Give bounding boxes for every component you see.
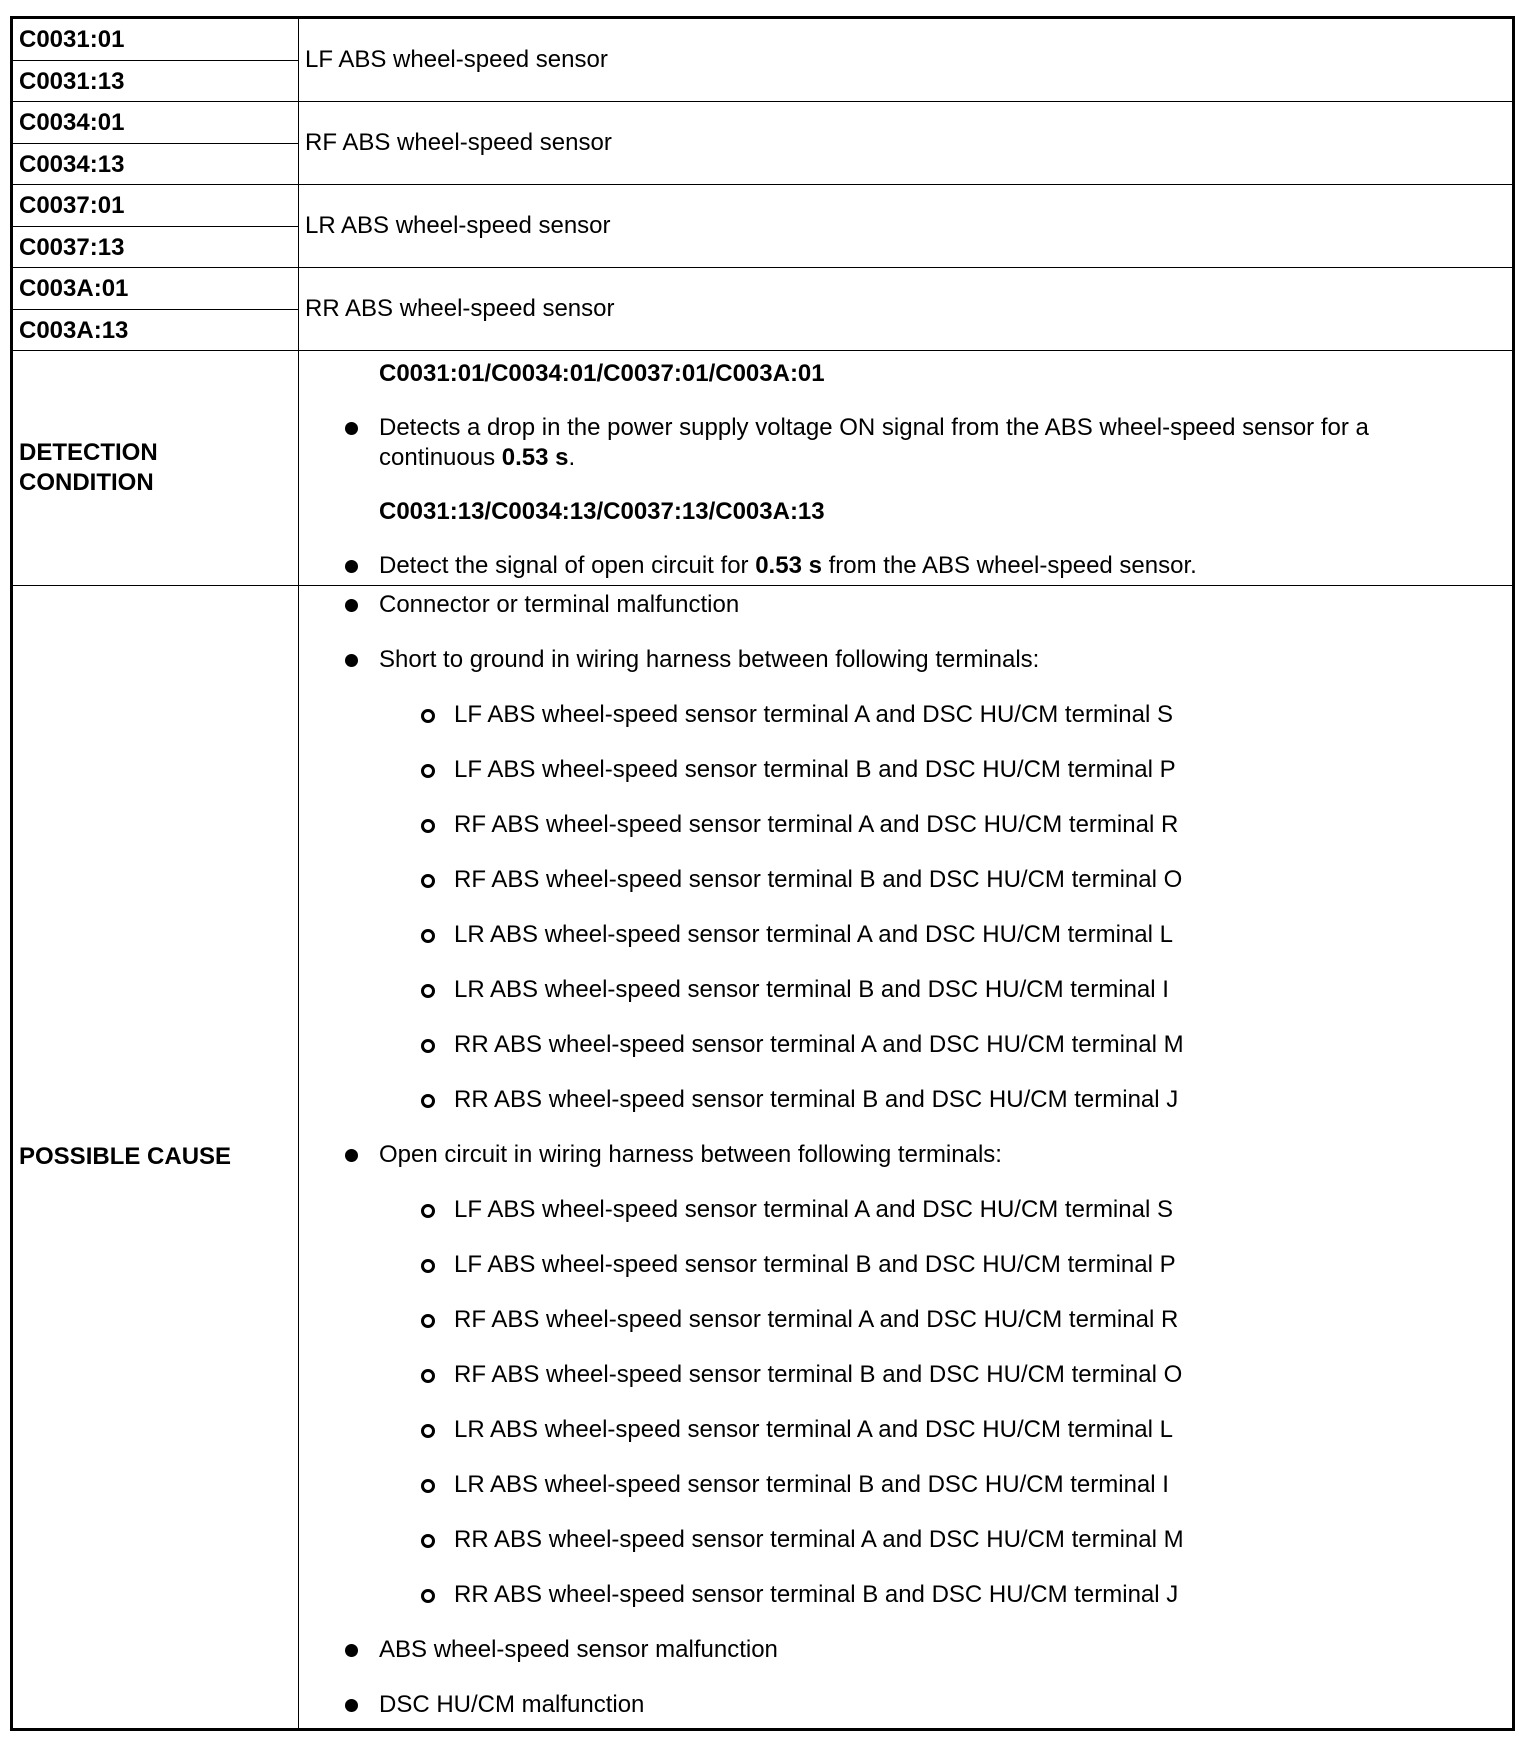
detection-condition-label: DETECTION CONDITION — [13, 351, 299, 585]
cause-sub-item: RF ABS wheel-speed sensor terminal A and DSC HU/CM terminal R — [299, 1305, 1512, 1360]
detection-bullet — [299, 551, 1512, 581]
cause-sub-item: RR ABS wheel-speed sensor terminal B and DSC HU/CM terminal J — [299, 1085, 1512, 1140]
dtc-row-lr — [13, 185, 1512, 268]
cause-sub-item: RF ABS wheel-speed sensor terminal A and DSC HU/CM terminal R — [299, 810, 1512, 865]
detection-group-heading: C0031:01/C0034:01/C0037:01/C003A:01 — [379, 360, 825, 387]
dtc-description: LR ABS wheel-speed sensor — [305, 212, 611, 239]
cause-sub-item: LR ABS wheel-speed sensor terminal A and DSC HU/CM terminal L — [299, 920, 1512, 975]
cause-sub-item: RR ABS wheel-speed sensor terminal B and DSC HU/CM terminal J — [299, 1580, 1512, 1635]
possible-cause-row — [13, 586, 1512, 1728]
bullet-text: from the ABS wheel-speed sensor. — [821, 552, 1197, 579]
dtc-code-cell — [13, 19, 299, 101]
detection-condition-content — [299, 351, 1512, 585]
bullet-text: Detects a drop in the power supply voltage ON signal from the ABS wheel-speed sensor for a continuous — [379, 414, 1369, 471]
bullet-emphasis: 0.53 s — [755, 552, 822, 579]
cause-bullet: ABS wheel-speed sensor malfunction — [299, 1635, 1512, 1690]
cause-sub-item: RF ABS wheel-speed sensor terminal B and DSC HU/CM terminal O — [299, 1360, 1512, 1415]
cause-sub-item: LF ABS wheel-speed sensor terminal B and DSC HU/CM terminal P — [299, 755, 1512, 810]
dtc-code: C0031:01 — [19, 26, 125, 53]
cause-sub-item: LR ABS wheel-speed sensor terminal A and DSC HU/CM terminal L — [299, 1415, 1512, 1470]
dtc-code: C0034:13 — [13, 143, 298, 184]
dtc-code: C0034:01 — [19, 109, 125, 136]
dtc-row-lf — [13, 19, 1512, 102]
cause-bullet: Open circuit in wiring harness between following terminals: — [299, 1140, 1512, 1195]
possible-cause-label: POSSIBLE CAUSE — [13, 586, 299, 1728]
cause-sub-item: LR ABS wheel-speed sensor terminal B and DSC HU/CM terminal I — [299, 1470, 1512, 1525]
dtc-code: C003A:01 — [19, 275, 129, 302]
cause-sub-item: LF ABS wheel-speed sensor terminal A and DSC HU/CM terminal S — [299, 700, 1512, 755]
dtc-table — [10, 16, 1515, 1731]
dtc-description: RF ABS wheel-speed sensor — [305, 129, 612, 156]
dtc-description: LF ABS wheel-speed sensor — [305, 46, 608, 73]
bullet-text: Detect the signal of open circuit for — [379, 552, 756, 579]
bullet-emphasis: 0.53 s — [501, 444, 569, 471]
cause-sub-item: RR ABS wheel-speed sensor terminal A and DSC HU/CM terminal M — [299, 1030, 1512, 1085]
dtc-code-cell — [13, 102, 299, 184]
dtc-description: RR ABS wheel-speed sensor — [305, 295, 615, 322]
cause-bullet: Short to ground in wiring harness between following terminals: — [299, 645, 1512, 700]
detection-condition-row — [13, 351, 1512, 586]
cause-sub-item: LF ABS wheel-speed sensor terminal A and DSC HU/CM terminal S — [299, 1195, 1512, 1250]
dtc-code: C0031:13 — [13, 60, 298, 101]
cause-bullet: Connector or terminal malfunction — [299, 590, 1512, 645]
dtc-code: C0037:01 — [19, 192, 125, 219]
bullet-text: . — [568, 444, 576, 471]
dtc-code-cell — [13, 185, 299, 267]
dtc-code-cell — [13, 268, 299, 350]
cause-bullet: DSC HU/CM malfunction — [299, 1690, 1512, 1726]
possible-cause-content — [299, 586, 1512, 1728]
detection-bullet — [299, 413, 1512, 473]
detection-group-heading: C0031:13/C0034:13/C0037:13/C003A:13 — [379, 498, 825, 525]
cause-sub-item: LR ABS wheel-speed sensor terminal B and DSC HU/CM terminal I — [299, 975, 1512, 1030]
dtc-code: C003A:13 — [13, 309, 298, 350]
dtc-row-rr — [13, 268, 1512, 351]
cause-sub-item: RF ABS wheel-speed sensor terminal B and DSC HU/CM terminal O — [299, 865, 1512, 920]
dtc-code: C0037:13 — [13, 226, 298, 267]
cause-sub-item: RR ABS wheel-speed sensor terminal A and DSC HU/CM terminal M — [299, 1525, 1512, 1580]
dtc-row-rf — [13, 102, 1512, 185]
cause-sub-item: LF ABS wheel-speed sensor terminal B and DSC HU/CM terminal P — [299, 1250, 1512, 1305]
